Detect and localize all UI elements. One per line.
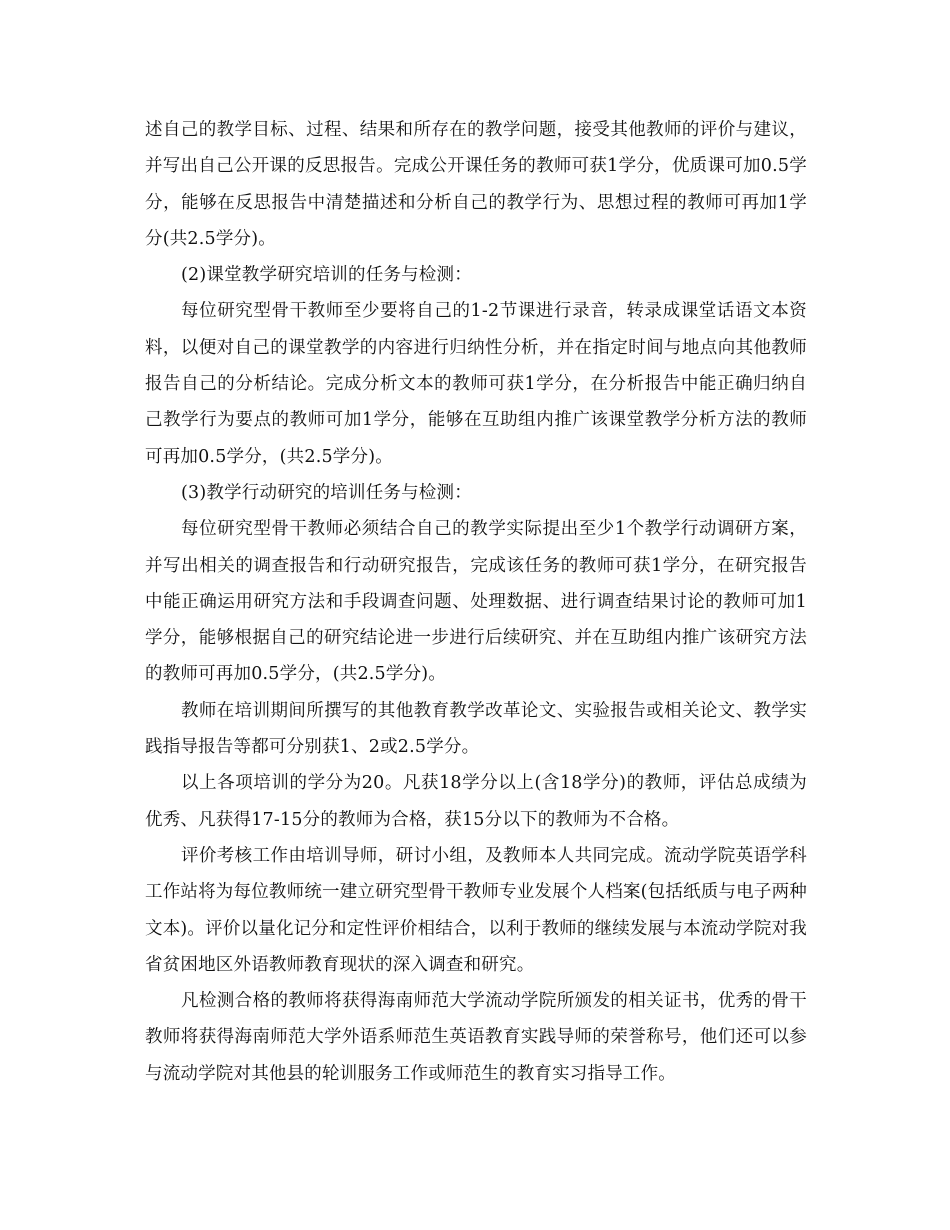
paragraph-certificates: 凡检测合格的教师将获得海南师范大学流动学院所颁发的相关证书，优秀的骨干教师将获得海南师范大学外语系师范生英语教育实践导师的荣誉称号，他们还可以参与流动学院对其他县的轮训服务工作或师范生的教育实习指导工作。 bbox=[145, 991, 807, 1084]
paragraph-continuation: 述自己的教学目标、过程、结果和所存在的教学问题，接受其他教师的评价与建议，并写出自己公开课的反思报告。完成公开课任务的教师可获1学分，优质课可加0.5学分，能够在反思报告中清楚描述和分析自己的教学行为、思想过程的教师可再加1学分(共2.5学分)。 bbox=[145, 120, 807, 249]
paragraph-evaluation: 评价考核工作由培训导师，研讨小组，及教师本人共同完成。流动学院英语学科工作站将为每位教师统一建立研究型骨干教师专业发展个人档案(包括纸质与电子两种文本)。评价以量化记分和定性评价相结合，以利于教师的继续发展与本流动学院对我省贫困地区外语教师教育现状的深入调查和研究。 bbox=[145, 845, 807, 975]
paragraph-other-papers: 教师在培训期间所撰写的其他教育教学改革论文、实验报告或相关论文、教学实践指导报告等都可分别获1、2或2.5学分。 bbox=[145, 700, 807, 758]
section-heading-action-research: (3)教学行动研究的培训任务与检测： bbox=[181, 482, 472, 503]
document-body bbox=[145, 112, 807, 1092]
paragraph-classroom-research: 每位研究型骨干教师至少要将自己的1-2节课进行录音，转录成课堂话语文本资料，以便对自己的课堂教学的内容进行归纳性分析，并在指定时间与地点向其他教师报告自己的分析结论。完成分析文本的教师可获1学分，在分析报告中能正确归纳自己教学行为要点的教师可加1学分，能够在互助组内推广该课堂教学分析方法的教师可再加0.5学分，(共2.5学分)。 bbox=[145, 301, 807, 467]
paragraph-credit-totals: 以上各项培训的学分为20。凡获18学分以上(含18学分)的教师，评估总成绩为优秀、凡获得17-15分的教师为合格，获15分以下的教师为不合格。 bbox=[145, 773, 807, 830]
paragraph-action-research: 每位研究型骨干教师必须结合自己的教学实际提出至少1个教学行动调研方案，并写出相关的调查报告和行动研究报告，完成该任务的教师可获1学分，在研究报告中能正确运用研究方法和手段调查问题、处理数据、进行调查结果讨论的教师可加1学分，能够根据自己的研究结论进一步进行后续研究、并在互助组内推广该研究方法的教师可再加0.5学分，(共2.5学分)。 bbox=[145, 519, 807, 685]
section-heading-classroom-research: (2)课堂教学研究培训的任务与检测： bbox=[181, 265, 472, 286]
